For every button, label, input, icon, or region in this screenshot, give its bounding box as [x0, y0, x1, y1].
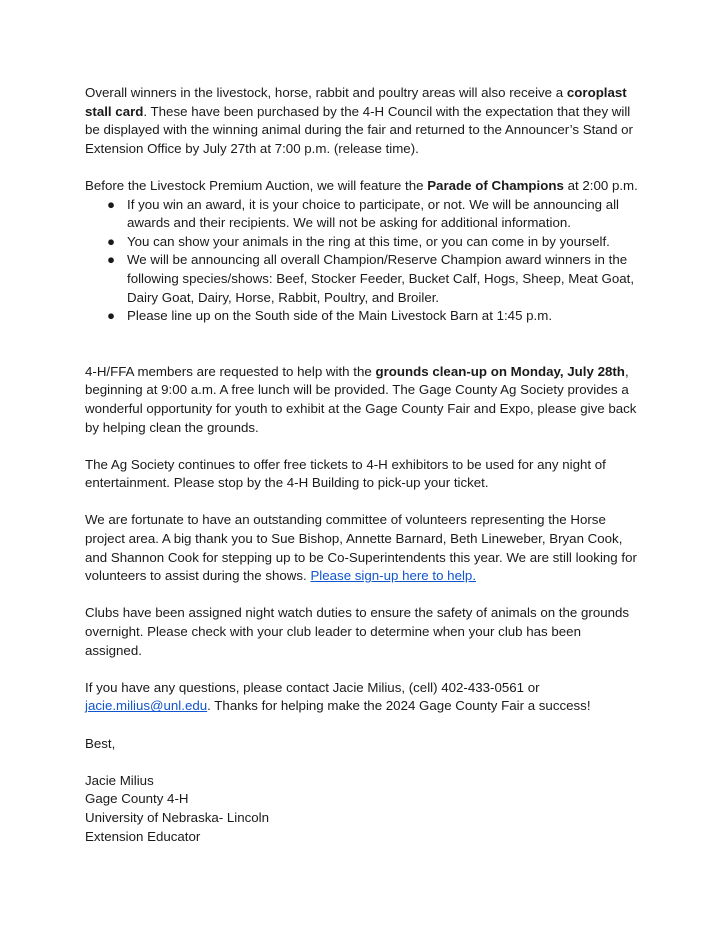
text-span: Overall winners in the livestock, horse, rabbit and poultry areas will also receive a [85, 85, 567, 100]
bold-parade-of-champions: Parade of Champions [427, 177, 564, 193]
paragraph-parade [85, 177, 640, 196]
email-link[interactable]: jacie.milius@unl.edu [85, 698, 208, 714]
signature-block [85, 772, 640, 846]
bullet-icon: ● [107, 233, 116, 249]
list-item [85, 251, 640, 307]
text-span: at 2:00 p.m. [563, 177, 638, 193]
text-span: Before the Livestock Premium Auction, we will feature the [85, 177, 428, 193]
volunteer-signup-link[interactable]: Please sign-up here to help. [310, 568, 477, 584]
list-item-text: If you win an award, it is your choice to participate, or not. We will be announcing all awards and their recipients. We will not be asking for additional information. [127, 196, 619, 231]
letter-page [85, 84, 640, 846]
paragraph-volunteers [85, 511, 640, 585]
paragraph-cleanup [85, 363, 640, 437]
text-span: If you have any questions, please contact Jacie Milius, (cell) 402-433-0561 or [85, 679, 540, 695]
text-span: . Thanks for helping make the 2024 Gage County Fair a success! [207, 698, 591, 714]
signature-university: University of Nebraska- Lincoln [85, 809, 270, 825]
bullet-icon: ● [107, 196, 116, 212]
paragraph-night-watch: Clubs have been assigned night watch duties to ensure the safety of animals on the grounds overnight. Please check with your club leader to determine when your club has been assigned. [85, 605, 630, 658]
bullet-icon: ● [107, 252, 116, 268]
bold-coroplast-stall-card: coroplast stall card [85, 85, 627, 119]
signature-name: Jacie Milius [85, 772, 154, 788]
list-item-text: We will be announcing all overall Champion/Reserve Champion award winners in the following species/shows: Beef, Stocker Feeder, Bucket Calf, Hogs, Sheep, Meat Goat, Dairy Goat, Dairy, Horse, Rabbit, Poultry, and Broiler. [127, 252, 635, 305]
list-item [85, 196, 640, 233]
bold-grounds-cleanup: grounds clean-up on Monday, July 28th [375, 363, 625, 379]
list-item [85, 307, 640, 326]
list-item-text: You can show your animals in the ring at this time, or you can come in by yourself. [127, 233, 610, 249]
bullet-icon: ● [107, 308, 116, 324]
text-span: We are fortunate to have an outstanding committee of volunteers representing the Horse project area. A big thank you to Sue Bishop, Annette Barnard, Beth Lineweber, Bryan Cook, and Shannon Cook for stepping up to be Co-Superintendents this year. We are still looking for volunteers to assist during the shows. [85, 512, 637, 584]
list-item-text: Please line up on the South side of the Main Livestock Barn at 1:45 p.m. [127, 308, 553, 324]
closing: Best, [85, 735, 116, 751]
text-span: , beginning at 9:00 a.m. A free lunch will be provided. The Gage County Ag Society provides a wonderful opportunity for youth to exhibit at the Gage County Fair and Expo, please give back by helping clean the grounds. [85, 363, 637, 435]
paragraph-contact [85, 679, 640, 716]
text-span: . These have been purchased by the 4-H Council with the expectation that they will be displayed with the winning animal during the fair and returned to the Announcer’s Stand or Extension Office by July 27th at 7:00 p.m. (release time). [85, 103, 633, 156]
signature-title: Extension Educator [85, 828, 201, 844]
paragraph-stall-card [85, 84, 640, 158]
paragraph-free-tickets: The Ag Society continues to offer free tickets to 4-H exhibitors to be used for any night of entertainment. Please stop by the 4-H Building to pick-up your ticket. [85, 456, 606, 491]
signature-org: Gage County 4-H [85, 791, 189, 807]
text-span: 4-H/FFA members are requested to help with the [85, 363, 376, 379]
list-item [85, 233, 640, 252]
parade-bullet-list [85, 196, 640, 326]
